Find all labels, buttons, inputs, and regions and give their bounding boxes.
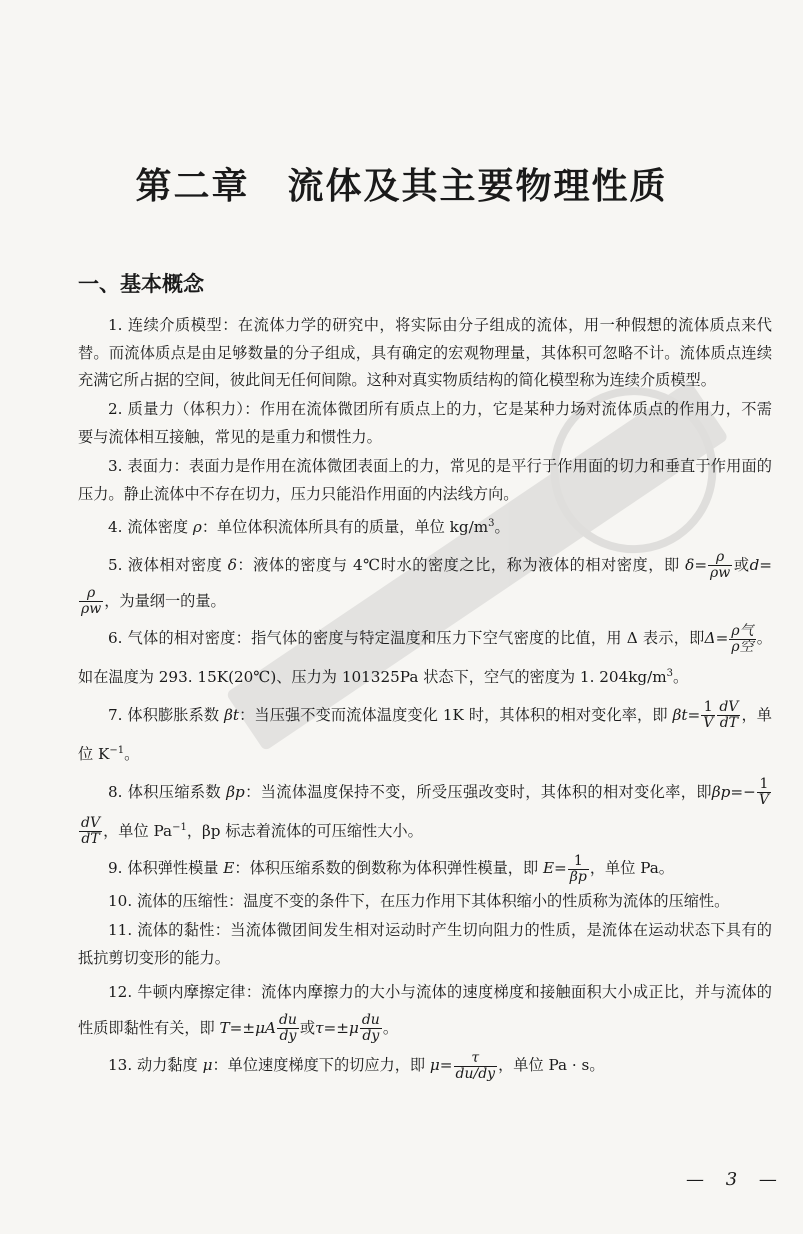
fraction-dv-over-dt-2: $\frac{dV}{dT}$ (81, 815, 101, 848)
paragraph-bulk-modulus: 9. 体积弹性模量 E：体积压缩系数的倒数称为体积弹性模量，即 E= $\frac{1}{\beta p}$ ，单位 Pa。 (108, 852, 674, 885)
fraction-one-over-v: $\frac{1}{V}$ (703, 699, 714, 732)
fraction-gas-over-air: $\frac{\text{ρ气}}{\text{ρ空}}$ (731, 622, 754, 655)
fraction-du-over-dy-2: $\frac{du}{dy}$ (361, 1012, 380, 1045)
fraction-one-over-betap: $\frac{1}{\beta p}$ (569, 852, 587, 885)
paragraph-gas-relative-density: 6. 气体的相对密度：指气体的密度与特定温度和压力下空气密度的比值，用 Δ 表示，即Δ= $\frac{\text{ρ气}}{\text{ρ空}}$ 。如在温度为 293. 15K(20℃)、压力为 101325Pa 状态下，空气的密度为 1. $204kg/m^3$。 (78, 622, 772, 687)
page-number: — 3 — (686, 1169, 785, 1190)
paragraph-viscosity: 11. 流体的黏性：当流体微团间发生相对运动时产生切向阻力的性质，是流体在运动状态下具有的抵抗剪切变形的能力。 (78, 920, 772, 967)
fraction-one-over-v-2: $\frac{1}{V}$ (758, 776, 769, 808)
paragraph-continuum-model: 1. 连续介质模型：在流体力学的研究中，将实际由分子组成的流体，用一种假想的流体质点来代替。而流体质点是由足够数量的分子组成，具有确定的宏观物理量，其体积可忽略不计。流体质点连续充满它所占据的空间，彼此间无任何间隙。这种对真实物质结构的简化模型称为连续介质模型。 (78, 316, 772, 390)
fraction-dv-over-dt: $\frac{dV}{dT}$ (719, 699, 739, 732)
paragraph-compressibility: 10. 流体的压缩性：温度不变的条件下，在压力作用下其体积缩小的性质称为流体的压缩性。 (108, 891, 730, 910)
fraction-tau-over-dudy: $\frac{\tau}{du/dy}$ (455, 1049, 496, 1082)
fraction-rho-over-rhow-2: $\frac{\rho}{\rho w}$ (81, 585, 102, 618)
paragraph-body-force: 2. 质量力（体积力）：作用在流体微团所有质点上的力，它是某种力场对流体质点的作用力，不需要与流体相互接触，常见的是重力和惯性力。 (78, 400, 772, 446)
chapter-name: 流体及其主要物理性质 (287, 166, 668, 207)
chapter-title (0, 165, 803, 209)
paragraph-surface-force: 3. 表面力：表面力是作用在流体微团表面上的力，常见的是平行于作用面的切力和垂直于作用面的压力。静止流体中不存在切力，压力只能沿作用面的内法线方向。 (78, 457, 772, 503)
paragraph-compressibility-coefficient: 8. 体积压缩系数 βp：当流体温度保持不变，所受压强改变时，其体积的相对变化率，即βp=− $\frac{1}{V}$ $\frac{dV}{dT}$ ，单位 $Pa^{-1}$，βp 标志着流体的可压缩性大小。 (81, 776, 769, 848)
fraction-rho-over-rhow-1: $\frac{\rho}{\rho w}$ (710, 549, 731, 582)
paragraph-fluid-density: 4. 流体密度 ρ：单位体积流体所具有的质量，单位 $kg/m^3$。 (108, 517, 510, 536)
fraction-du-over-dy-1: $\frac{du}{dy}$ (278, 1012, 297, 1045)
paragraph-dynamic-viscosity: 13. 动力黏度 μ：单位速度梯度下的切应力，即 μ= $\frac{\tau}{du/dy}$ ，单位 Pa · s。 (108, 1049, 605, 1082)
paragraph-newton-friction-law: 12. 牛顿内摩擦定律：流体内摩擦力的大小与流体的速度梯度和接触面积大小成正比，并与流体的性质即黏性有关，即 T=±μA $\frac{du}{dy}$ 或τ=±μ $\frac{du}{dy}$ 。 (78, 982, 772, 1045)
paragraph-thermal-expansion: 7. 体积膨胀系数 βt：当压强不变而流体温度变化 1K 时，其体积的相对变化率，即 βt= $\frac{1}{V}$ $\frac{dV}{dT}$ ，单位 $K^{-1}$。 (78, 699, 772, 763)
chapter-number: 第二章 (135, 166, 250, 207)
body-text (78, 312, 772, 1085)
paragraph-liquid-relative-density: 5. 液体相对密度 δ：液体的密度与 4℃时水的密度之比，称为液体的相对密度，即 δ= $\frac{\rho}{\rho w}$ 或d= $\frac{\rho}{\rho w}$ ，为量纲一的量。 (81, 549, 773, 618)
section-heading: 一、基本概念 (78, 272, 204, 296)
